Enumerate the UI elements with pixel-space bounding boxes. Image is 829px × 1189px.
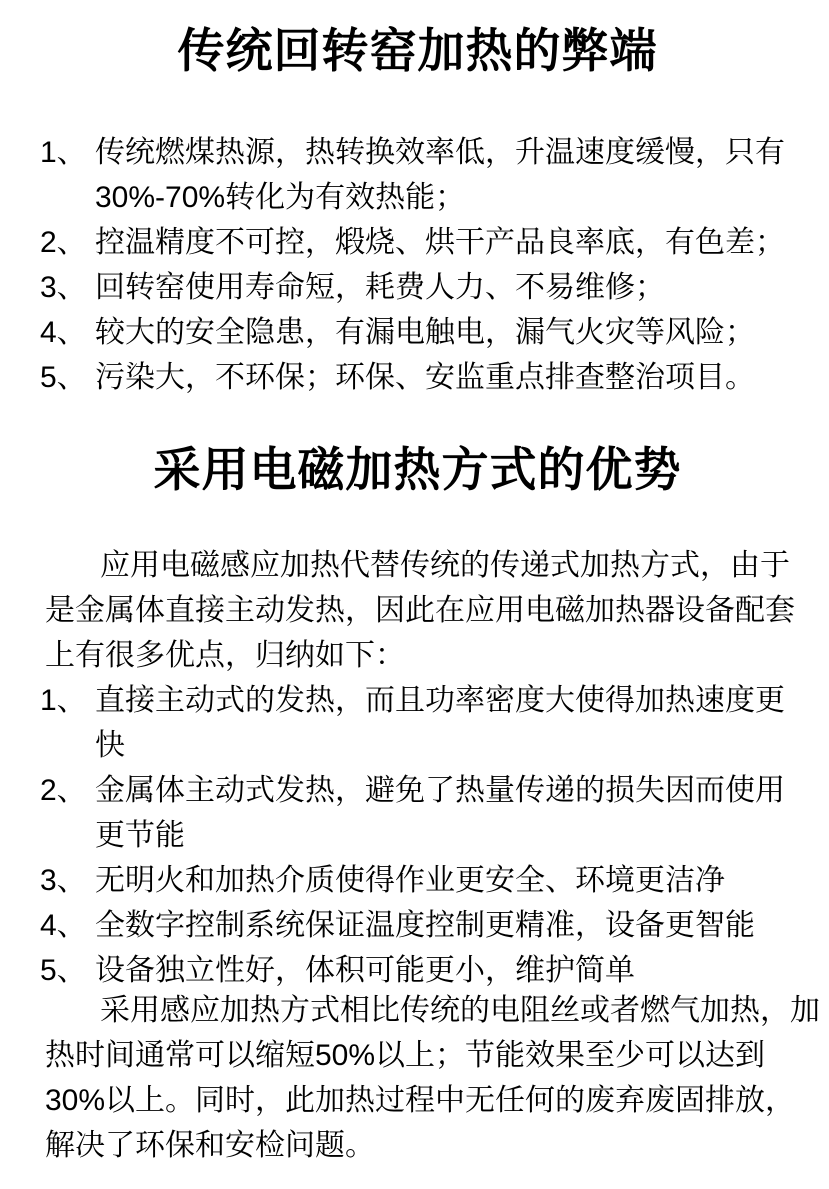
item-line: 回转窑使用寿命短，耗费人力、不易维修； (95, 271, 665, 304)
item-line: 传统燃煤热源，热转换效率低，升温速度缓慢，只有 (95, 136, 785, 169)
document-content (0, 22, 829, 1168)
item-text (95, 903, 795, 948)
item-line: 30%-70%转化为有效热能； (95, 181, 466, 214)
item-number: 5、 (40, 954, 87, 987)
list-item (40, 678, 795, 768)
list-item (40, 858, 795, 903)
item-number: 2、 (40, 774, 87, 807)
list-item (40, 310, 795, 355)
paragraph-line: 解决了环保和安检问题。 (45, 1129, 375, 1162)
item-number: 3、 (40, 864, 87, 897)
item-line: 设备独立性好，体积可能更小，维护简单 (95, 954, 635, 987)
item-text (95, 130, 795, 220)
disadvantages-list (40, 130, 795, 400)
paragraph-line: 30%以上。同时，此加热过程中无任何的废弃废固排放， (45, 1084, 796, 1117)
section1-title: 传统回转窑加热的弊端 (177, 24, 658, 77)
list-item (40, 903, 795, 948)
item-number: 1、 (40, 136, 87, 169)
item-number: 4、 (40, 316, 87, 349)
item-number: 3、 (40, 271, 87, 304)
list-item (40, 220, 795, 265)
item-line: 金属体主动式发热，避免了热量传递的损失因而使用 (95, 774, 785, 807)
section2-title: 采用电磁加热方式的优势 (153, 443, 682, 496)
item-line: 较大的安全隐患，有漏电触电，漏气火灾等风险； (95, 316, 755, 349)
item-line: 污染大，不环保；环保、安监重点排查整治项目。 (95, 361, 755, 394)
item-line: 无明火和加热介质使得作业更安全、环境更洁净 (95, 864, 725, 897)
item-text (95, 678, 795, 768)
item-text (95, 265, 795, 310)
paragraph-line: 热时间通常可以缩短50%以上；节能效果至少可以达到 (45, 1039, 766, 1072)
intro-paragraph (40, 543, 795, 678)
item-number: 5、 (40, 361, 87, 394)
closing-paragraph (40, 988, 820, 1168)
item-text (95, 310, 795, 355)
item-number: 2、 (40, 226, 87, 259)
list-item (40, 355, 795, 400)
paragraph-line: 应用电磁感应加热代替传统的传递式加热方式，由于 (100, 549, 790, 582)
list-item (40, 948, 795, 993)
item-number: 1、 (40, 684, 87, 717)
item-text (95, 948, 795, 993)
item-line: 全数字控制系统保证温度控制更精准，设备更智能 (95, 909, 755, 942)
item-number: 4、 (40, 909, 87, 942)
advantages-list (40, 678, 795, 993)
list-item (40, 130, 795, 220)
item-line: 直接主动式的发热，而且功率密度大使得加热速度更 (95, 684, 785, 717)
list-item (40, 265, 795, 310)
paragraph-line: 是金属体直接主动发热，因此在应用电磁加热器设备配套 (45, 594, 795, 627)
item-text (95, 355, 795, 400)
paragraph-line: 采用感应加热方式相比传统的电阻丝或者燃气加热，加 (100, 994, 820, 1027)
item-line: 更节能 (95, 819, 185, 852)
paragraph-line: 上有很多优点，归纳如下： (45, 639, 405, 672)
list-item (40, 768, 795, 858)
item-line: 控温精度不可控，煅烧、烘干产品良率底，有色差； (95, 226, 785, 259)
item-text (95, 220, 795, 265)
item-text (95, 768, 795, 858)
item-line: 快 (95, 729, 125, 762)
item-text (95, 858, 795, 903)
